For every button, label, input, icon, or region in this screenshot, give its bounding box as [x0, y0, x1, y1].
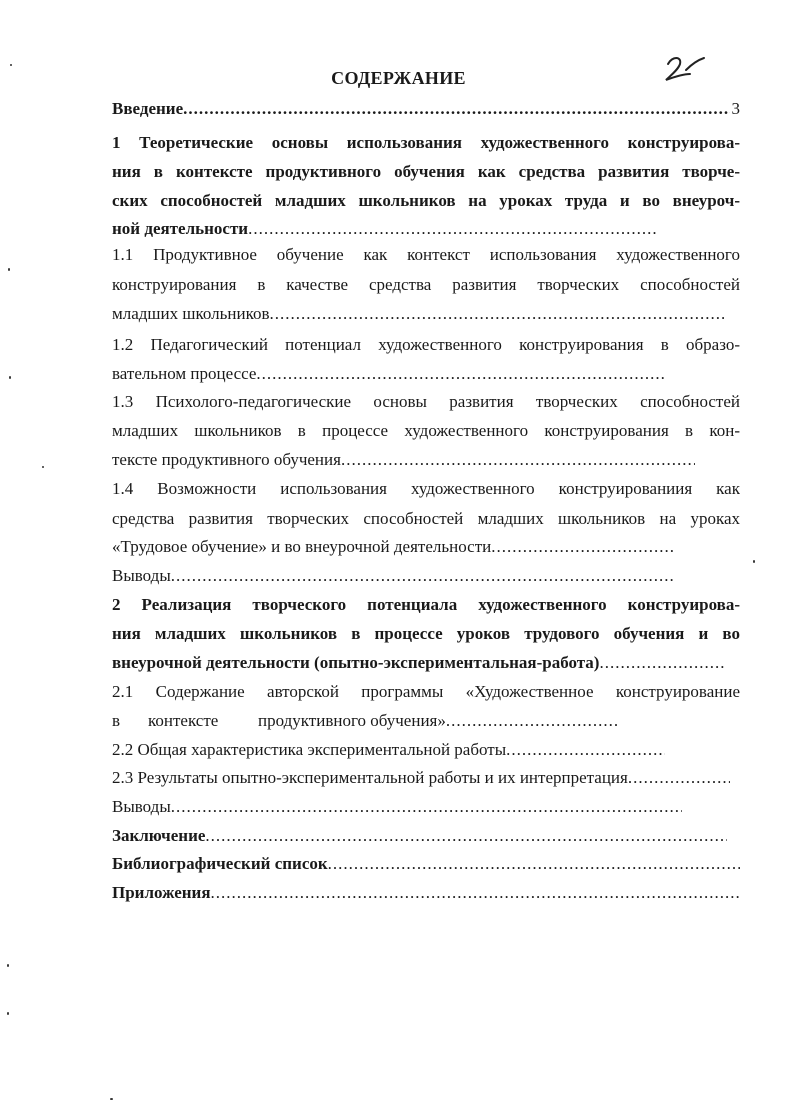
- toc-chapter2-line3[interactable]: внеурочной деятельности (опытно-экспериментальная-работа) .....: [112, 651, 724, 675]
- toc-appendices[interactable]: Приложения .....: [112, 881, 740, 905]
- toc-section-1-4-line3[interactable]: «Трудовое обучение» и во внеурочной деятельности .....: [112, 535, 673, 559]
- scan-artifact: [9, 376, 11, 379]
- scan-artifact: [753, 560, 755, 563]
- page-title: СОДЕРЖАНИЕ: [331, 68, 466, 88]
- toc-bibliography[interactable]: Библиографический список .....: [112, 852, 740, 876]
- toc-entry-intro[interactable]: Введение ..... 3: [112, 97, 740, 121]
- toc-section-1-4-line1[interactable]: 1.4 Возможности использования художественного конструированиия как: [112, 479, 740, 498]
- toc-section-2-3[interactable]: 2.3 Результаты опытно-экспериментальной работы и их интерпретация .....: [112, 766, 730, 790]
- toc-section-1-1-line2[interactable]: конструирования в качестве средства развития творческих способностей: [112, 275, 740, 294]
- toc-section-1-3-line3[interactable]: тексте продуктивного обучения .....: [112, 448, 695, 472]
- toc-section-1-3-line2[interactable]: младших школьников в процессе художественного конструирования в кон-: [112, 421, 740, 440]
- toc-conclusions-ch2[interactable]: Выводы .....: [112, 795, 682, 819]
- handwritten-page-number: [660, 50, 710, 90]
- scan-artifact: [7, 964, 9, 967]
- toc-chapter2-line2[interactable]: ния младших школьников в процессе уроков трудового обучения и во: [112, 624, 740, 643]
- toc-chapter1-line2[interactable]: ния в контексте продуктивного обучения как средства развития творче-: [112, 162, 740, 181]
- scan-artifact: [42, 466, 44, 468]
- toc-conclusion[interactable]: Заключение .....: [112, 824, 727, 848]
- toc-chapter1-line1[interactable]: 1 Теоретические основы использования художественного конструирова-: [112, 133, 740, 152]
- toc-section-1-2-line1[interactable]: 1.2 Педагогический потенциал художественного конструирования в образо-: [112, 335, 740, 354]
- toc-section-2-2[interactable]: 2.2 Общая характеристика экспериментальной работы .....: [112, 738, 665, 762]
- toc-chapter1-line3[interactable]: ских способностей младших школьников на уроках труда и во внеуроч-: [112, 191, 740, 210]
- scan-artifact: [10, 64, 12, 66]
- toc-section-2-1-line1[interactable]: 2.1 Содержание авторской программы «Художественное конструирование: [112, 682, 740, 701]
- toc-chapter1-line4[interactable]: ной деятельности .....: [112, 217, 657, 241]
- toc-conclusions-ch1[interactable]: Выводы .....: [112, 564, 673, 588]
- toc-section-1-1-line3[interactable]: младших школьников .....: [112, 302, 724, 326]
- toc-section-1-3-line1[interactable]: 1.3 Психолого-педагогические основы развития творческих способностей: [112, 392, 740, 411]
- toc-section-2-1-line2[interactable]: в контексте продуктивного обучения» .....: [112, 709, 620, 733]
- scan-artifact: [7, 1012, 9, 1015]
- toc-section-1-4-line2[interactable]: средства развития творческих способностей младших школьников на уроках: [112, 509, 740, 528]
- scan-artifact: [110, 1098, 113, 1100]
- toc-chapter2-line1[interactable]: 2 Реализация творческого потенциала художественного конструирова-: [112, 595, 740, 614]
- toc-page-number: 3: [731, 99, 740, 118]
- toc-section-1-2-line2[interactable]: вательном процессе .....: [112, 362, 664, 386]
- scan-artifact: [8, 268, 10, 271]
- toc-section-1-1-line1[interactable]: 1.1 Продуктивное обучение как контекст использования художественного: [112, 245, 740, 264]
